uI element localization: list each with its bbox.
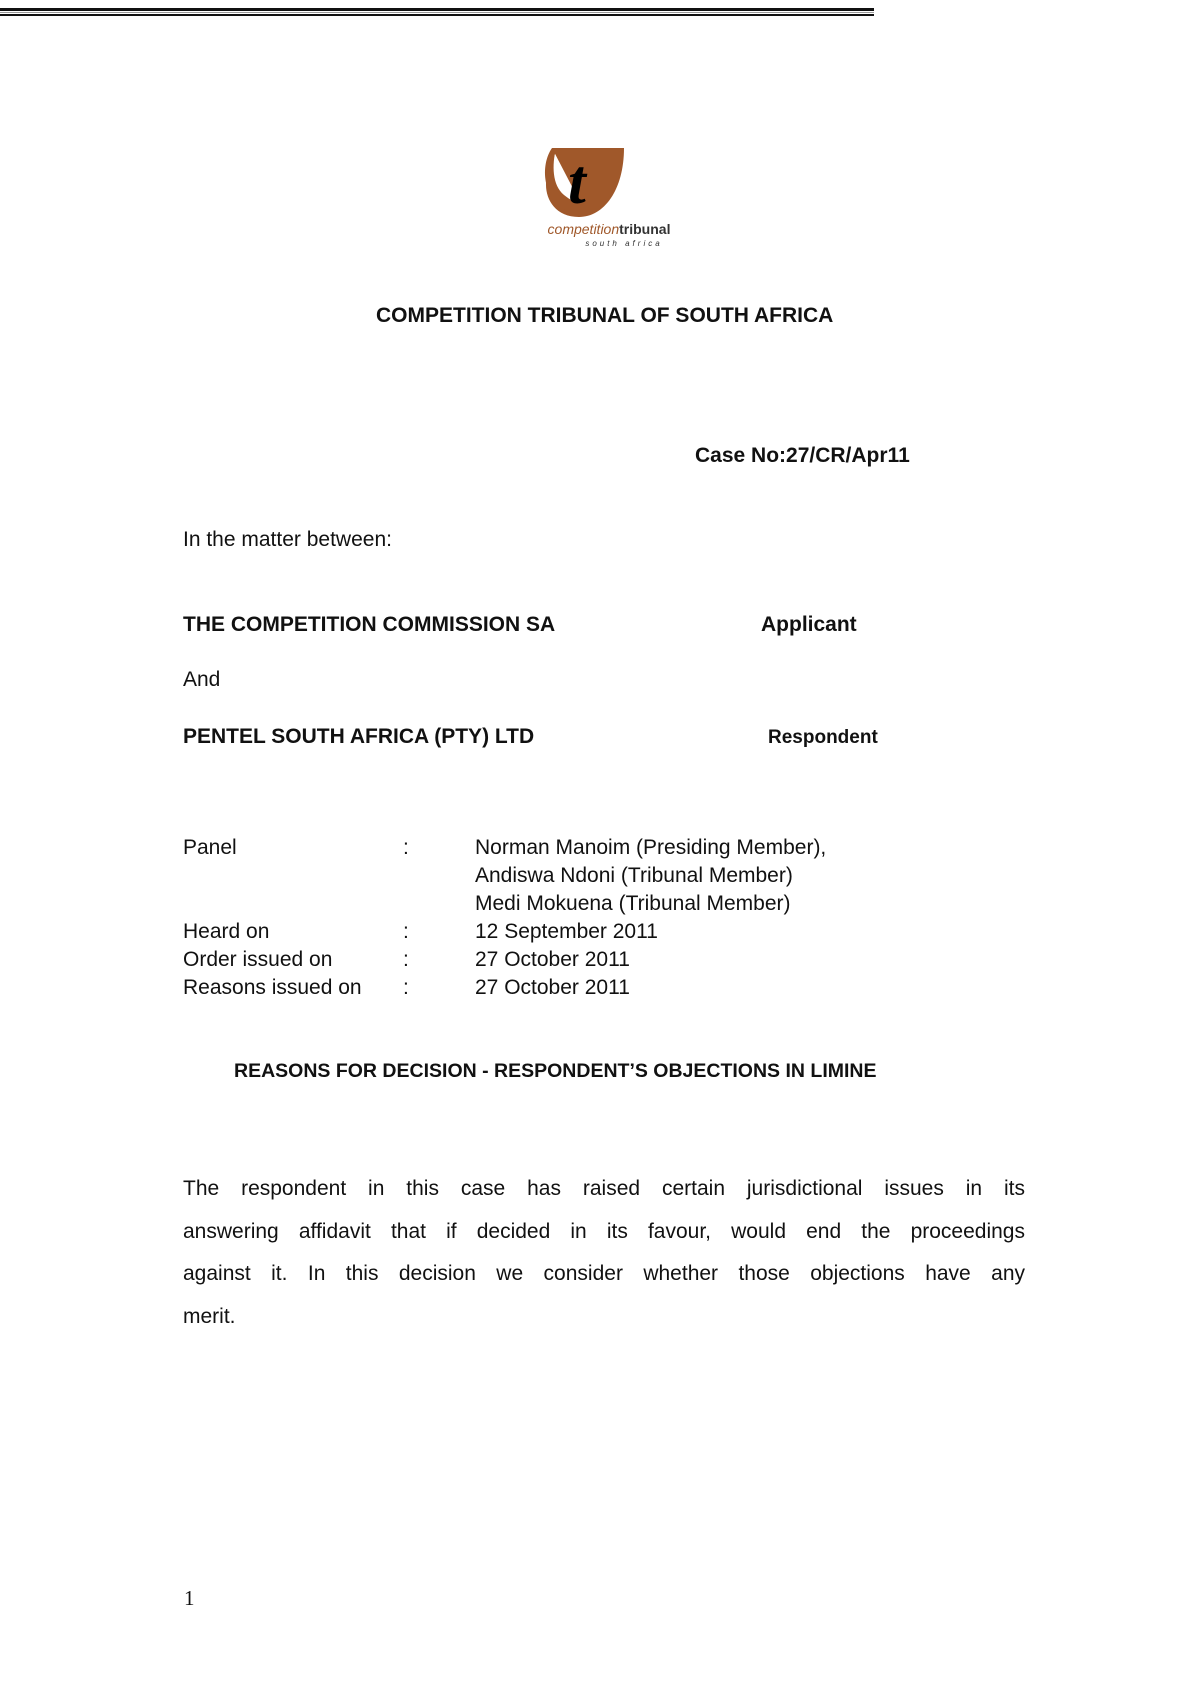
applicant-role: Applicant: [761, 613, 857, 636]
respondent-role: Respondent: [768, 727, 878, 748]
heard-label: Heard on: [183, 920, 270, 943]
panel-member: Norman Manoim (Presiding Member),: [475, 836, 827, 859]
applicant-name: THE COMPETITION COMMISSION SA: [183, 613, 556, 636]
order-separator: :: [403, 948, 409, 971]
reasons-separator: :: [403, 976, 409, 999]
svg-text:t: t: [568, 146, 586, 217]
paragraph-line: against it. In this decision we consider whether those objections have any: [183, 1262, 1025, 1285]
reasons-label: Reasons issued on: [183, 976, 362, 999]
page-number: 1: [184, 1586, 195, 1610]
panel-member: Medi Mokuena (Tribunal Member): [475, 892, 791, 915]
conjunction-and: And: [183, 668, 221, 691]
header-rule-bottom: [0, 14, 874, 16]
logo-wordmark: [524, 221, 694, 237]
heard-separator: :: [403, 920, 409, 943]
document-title: COMPETITION TRIBUNAL OF SOUTH AFRICA: [376, 304, 834, 327]
case-number: Case No:27/CR/Apr11: [695, 444, 910, 467]
section-heading: REASONS FOR DECISION - RESPONDENT’S OBJECTIONS IN LIMINE: [234, 1060, 877, 1082]
logo-word-tribunal: tribunal: [619, 221, 671, 237]
logo-emblem-icon: [524, 145, 694, 220]
panel-label: Panel: [183, 836, 237, 859]
panel-member: Andiswa Ndoni (Tribunal Member): [475, 864, 793, 887]
heard-value: 12 September 2011: [475, 920, 658, 943]
header-rule-top: [0, 8, 874, 11]
order-label: Order issued on: [183, 948, 333, 971]
header-rule-middle: [0, 12, 874, 13]
panel-separator: :: [403, 836, 409, 859]
respondent-name: PENTEL SOUTH AFRICA (PTY) LTD: [183, 725, 535, 748]
tribunal-logo: [524, 145, 694, 255]
reasons-value: 27 October 2011: [475, 976, 630, 999]
paragraph-line: answering affidavit that if decided in its favour, would end the proceedings: [183, 1220, 1025, 1243]
paragraph-line: The respondent in this case has raised certain jurisdictional issues in its: [183, 1177, 1025, 1200]
order-value: 27 October 2011: [475, 948, 630, 971]
matter-intro: In the matter between:: [183, 528, 392, 551]
paragraph-line: merit.: [183, 1305, 236, 1328]
logo-subtitle: south africa: [585, 239, 663, 248]
logo-word-competition: competition: [547, 221, 620, 237]
